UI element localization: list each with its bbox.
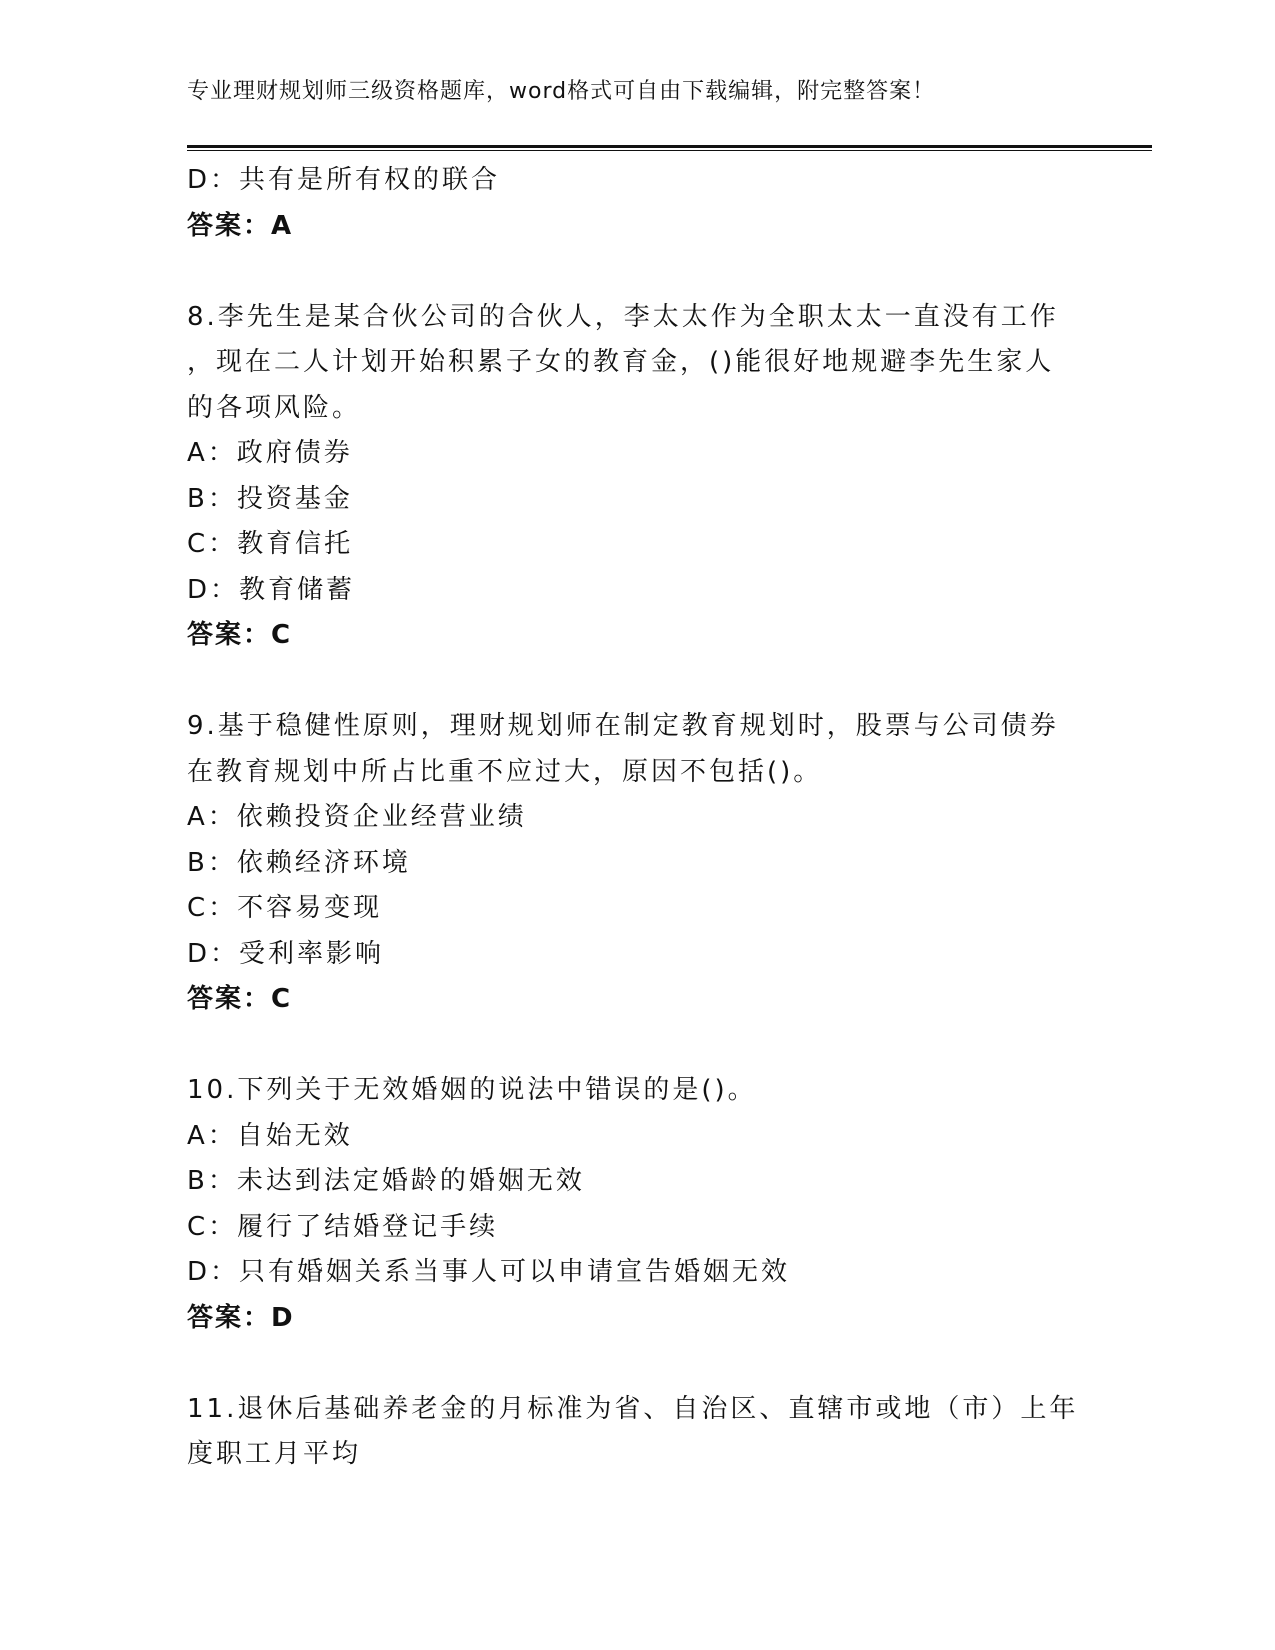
option-line: D：教育储蓄 [187,574,356,605]
paragraph-gap [187,659,1087,705]
paragraph-gap [187,1341,1087,1387]
option-line: D：共有是所有权的联合 [187,165,501,195]
answer-line: 答案：A [187,210,294,241]
option-line: D：受利率影响 [187,938,385,969]
question-line: 11.退休后基础养老金的月标准为省、自治区、直辖市或地（市）上年 [187,1393,1079,1424]
option-line: C：履行了结婚登记手续 [187,1211,499,1242]
question-line: ，现在二人计划开始积累子女的教育金，()能很好地规避李先生家人 [187,347,1055,377]
answer-line: 答案：D [187,1302,295,1333]
option-line: B：未达到法定婚龄的婚姻无效 [187,1166,585,1196]
option-line: A：政府债券 [187,438,353,468]
header-rule-thick [187,145,1152,148]
option-line: B：依赖经济环境 [187,847,411,878]
option-line: C：教育信托 [187,529,354,559]
question-line: 10.下列关于无效婚姻的说法中错误的是()。 [187,1075,757,1105]
document-body [187,158,1087,1478]
page-header: 专业理财规划师三级资格题库，word格式可自由下载编辑，附完整答案！ [187,79,936,104]
paragraph-gap [187,249,1087,295]
option-line: A：依赖投资企业经营业绩 [187,802,527,832]
header-rule-thin [187,150,1152,151]
question-line: 9.基于稳健性原则，理财规划师在制定教育规划时，股票与公司债券 [187,711,1059,741]
question-line: 度职工月平均 [187,1439,362,1469]
option-line: A：自始无效 [187,1120,353,1151]
question-line: 在教育规划中所占比重不应过大，原因不包括()。 [187,756,823,787]
paragraph-gap [187,1023,1087,1069]
option-line: B：投资基金 [187,483,353,514]
question-line: 8.李先生是某合伙公司的合伙人，李太太作为全职太太一直没有工作 [187,301,1059,332]
option-line: D：只有婚姻关系当事人可以申请宣告婚姻无效 [187,1257,791,1287]
answer-line: 答案：C [187,984,293,1014]
answer-line: 答案：C [187,620,293,650]
question-line: 的各项风险。 [187,392,362,423]
option-line: C：不容易变现 [187,893,383,923]
